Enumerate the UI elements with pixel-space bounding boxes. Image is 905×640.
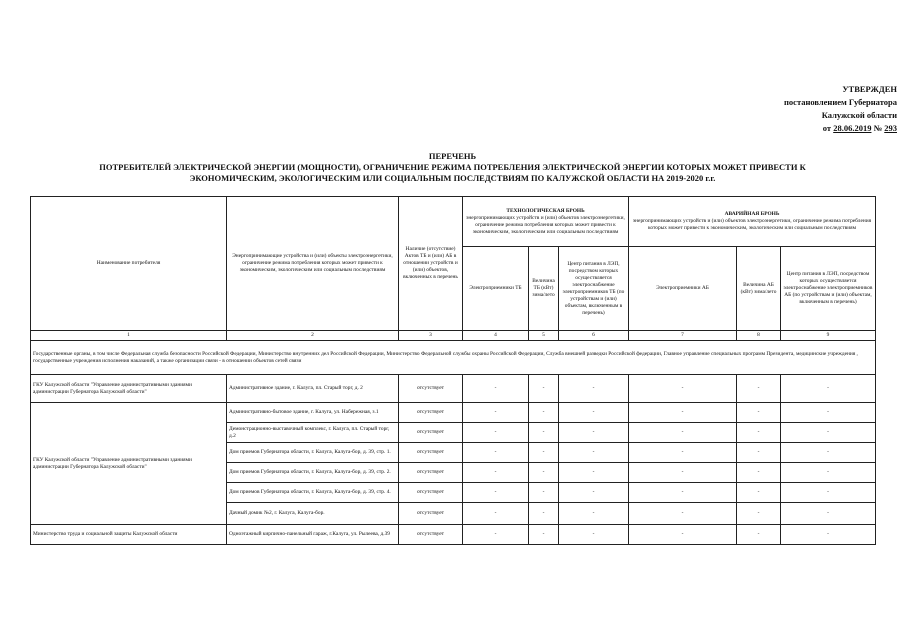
value-cell: - — [781, 403, 876, 423]
approval-date-line — [784, 122, 897, 135]
approval-number: 293 — [884, 123, 897, 133]
approval-line-1: УТВЕРЖДЕН — [842, 84, 897, 94]
device-cell: Демонстрационно-выставочный комплекс, г. Калуга, пл. Старый торг, д.2 — [227, 423, 399, 443]
header-row-1 — [31, 197, 876, 247]
title-line-1: ПЕРЕЧЕНЬ — [428, 151, 477, 161]
column-number: 4 — [463, 331, 529, 341]
table-row — [31, 525, 876, 545]
header-tech-center: Центр питания в ЛЭП, посредством которых осуществляется электроснабжение электроприемников ТБ (по устройствам и (или) объектам, включенным в перечень) — [559, 247, 629, 331]
approval-block — [784, 83, 897, 135]
value-cell: - — [737, 375, 781, 403]
value-cell: - — [629, 463, 737, 483]
value-cell: - — [529, 525, 559, 545]
value-cell: - — [559, 403, 629, 423]
approval-number-prefix: № — [873, 123, 883, 133]
value-cell: - — [781, 463, 876, 483]
header-emerg-group — [629, 197, 876, 247]
header-tech-group — [463, 197, 629, 247]
title-line-3: ЭКОНОМИЧЕСКИМ, ЭКОЛОГИЧЕСКИМ ИЛИ СОЦИАЛЬНЫМ ПОСЛЕДСТВИЯМ ПО КАЛУЖСКОЙ ОБЛАСТИ НА 2019-2020 г.г. — [189, 173, 716, 183]
value-cell: - — [529, 443, 559, 463]
header-presence: Наличие (отсутствие) Актов ТБ и (или) АБ в отношении устройств и (или) объектов, включенных в перечень — [399, 197, 463, 331]
value-cell: - — [781, 423, 876, 443]
presence-cell: отсутствует — [399, 443, 463, 463]
column-number-row — [31, 331, 876, 341]
device-cell: Дом приемов Губернатора области, г. Калуга, Калуга-бор, д. 39, стр. 2. — [227, 463, 399, 483]
value-cell: - — [463, 443, 529, 463]
header-tech-value: Величина ТБ (кВт) зима/лето — [529, 247, 559, 331]
header-emerg-value: Величина АБ (кВт) зима/лето — [737, 247, 781, 331]
device-cell: Административно-бытовое здание, г. Калуга, ул. Набережная, з.1 — [227, 403, 399, 423]
value-cell: - — [781, 375, 876, 403]
value-cell: - — [781, 525, 876, 545]
consumer-cell: ГКУ Калужской области "Управление административными зданиями администрации Губернатора Калужской области" — [31, 403, 227, 525]
value-cell: - — [559, 375, 629, 403]
header-emerg-center: Центр питания в ЛЭП, посредством которых осуществляется электроснабжение электроприемников АБ (по устройствам и (или) объектам, включенным в перечень) — [781, 247, 876, 331]
value-cell: - — [463, 375, 529, 403]
value-cell: - — [559, 525, 629, 545]
value-cell: - — [737, 463, 781, 483]
value-cell: - — [737, 443, 781, 463]
header-consumer: Наименование потребителя — [31, 197, 227, 331]
value-cell: - — [529, 423, 559, 443]
value-cell: - — [529, 483, 559, 503]
header-emerg-desc: энергопринимающих устройств и (или) объектов электроэнергетики, ограничение режима потребления которых может привести к экономическим, экологическим или социальным последствиям — [632, 218, 872, 231]
header-tech-title: ТЕХНОЛОГИЧЕСКАЯ БРОНЬ — [506, 207, 585, 214]
value-cell: - — [781, 483, 876, 503]
approval-date: 28.06.2019 — [833, 123, 872, 133]
value-cell: - — [781, 503, 876, 525]
value-cell: - — [629, 525, 737, 545]
value-cell: - — [463, 483, 529, 503]
value-cell: - — [737, 403, 781, 423]
column-number: 9 — [781, 331, 876, 341]
value-cell: - — [781, 443, 876, 463]
value-cell: - — [629, 503, 737, 525]
value-cell: - — [629, 375, 737, 403]
presence-cell: отсутствует — [399, 403, 463, 423]
device-cell: Административное здание, г. Калуга, пл. Старый торг, д. 2 — [227, 375, 399, 403]
table-row — [31, 403, 876, 423]
value-cell: - — [463, 403, 529, 423]
value-cell: - — [529, 375, 559, 403]
value-cell: - — [629, 423, 737, 443]
header-tech-receivers: Электроприемники ТБ — [463, 247, 529, 331]
approval-line-2: постановлением Губернатора — [784, 97, 897, 107]
value-cell: - — [737, 503, 781, 525]
header-tech-desc: энергопринимающих устройств и (или) объектов электроэнергетики, ограничение режима потребления которых может привести к экономическим, экологическим или социальным последствиям — [466, 214, 625, 235]
consumer-cell: Министерство труда и социальной защиты Калужской области — [31, 525, 227, 545]
value-cell: - — [559, 463, 629, 483]
value-cell: - — [463, 423, 529, 443]
column-number: 3 — [399, 331, 463, 341]
value-cell: - — [559, 443, 629, 463]
consumers-table — [30, 196, 876, 545]
presence-cell: отсутствует — [399, 503, 463, 525]
header-emerg-title: АВАРИЙНАЯ БРОНЬ — [724, 211, 780, 217]
header-emerg-receivers: Электроприемники АБ — [629, 247, 737, 331]
presence-cell: отсутствует — [399, 525, 463, 545]
value-cell: - — [737, 525, 781, 545]
value-cell: - — [559, 483, 629, 503]
device-cell: Дом приемов Губернатора области, г. Калуга, Калуга-бор, д. 39, стр. 4. — [227, 483, 399, 503]
device-cell: Одноэтажный кирпично-панельный гараж, г.Калуга, ул. Рылеева, д.39 — [227, 525, 399, 545]
value-cell: - — [737, 483, 781, 503]
section-row — [31, 341, 876, 375]
header-devices: Энергопринимающие устройства и (или) объекты электроэнергетики, ограничение режима потребления которых может привести к экономическим, экологическим или социальным последствиям — [227, 197, 399, 331]
approval-line-3: Калужской области — [821, 110, 897, 120]
title-line-2: ПОТРЕБИТЕЛЕЙ ЭЛЕКТРИЧЕСКОЙ ЭНЕРГИИ (МОЩНОСТИ), ОГРАНИЧЕНИЕ РЕЖИМА ПОТРЕБЛЕНИЯ ЭЛЕКТРИЧЕСКОЙ ЭНЕРГИИ КОТОРЫХ МОЖЕТ ПРИВЕСТИ К — [99, 162, 806, 172]
document-title — [40, 151, 865, 184]
approval-date-prefix: от — [822, 123, 832, 133]
column-number: 6 — [559, 331, 629, 341]
column-number: 7 — [629, 331, 737, 341]
column-number: 5 — [529, 331, 559, 341]
value-cell: - — [629, 443, 737, 463]
value-cell: - — [463, 463, 529, 483]
value-cell: - — [629, 403, 737, 423]
value-cell: - — [529, 403, 559, 423]
value-cell: - — [629, 483, 737, 503]
value-cell: - — [463, 503, 529, 525]
presence-cell: отсутствует — [399, 375, 463, 403]
column-number: 1 — [31, 331, 227, 341]
value-cell: - — [463, 525, 529, 545]
device-cell: Дом приемов Губернатора области, г. Калуга, Калуга-бор, д. 39, стр. 1. — [227, 443, 399, 463]
section-title: Государственные органы, в том числе Федеральная служба безопасности Российской Федерации, Министерство внутренних дел Российской Федерации, Министерство Федеральной службы охраны Российской Федерации, Служба внешней разведки Российской федерации, Главное управление специальных программ Президента, медицинские учреждения , государственные учреждения исполнения наказаний, а также организации связи - в отношении объектов сетей связи — [31, 341, 876, 375]
presence-cell: отсутствует — [399, 463, 463, 483]
presence-cell: отсутствует — [399, 423, 463, 443]
consumer-cell: ГКУ Калужской области "Управление административными зданиями администрации Губернатора Калужской области" — [31, 375, 227, 403]
table-row — [31, 375, 876, 403]
value-cell: - — [529, 463, 559, 483]
presence-cell: отсутствует — [399, 483, 463, 503]
value-cell: - — [559, 503, 629, 525]
value-cell: - — [559, 423, 629, 443]
column-number: 8 — [737, 331, 781, 341]
device-cell: Дачный домик №2, г. Калуга, Калуга-бор. — [227, 503, 399, 525]
value-cell: - — [529, 503, 559, 525]
column-number: 2 — [227, 331, 399, 341]
value-cell: - — [737, 423, 781, 443]
